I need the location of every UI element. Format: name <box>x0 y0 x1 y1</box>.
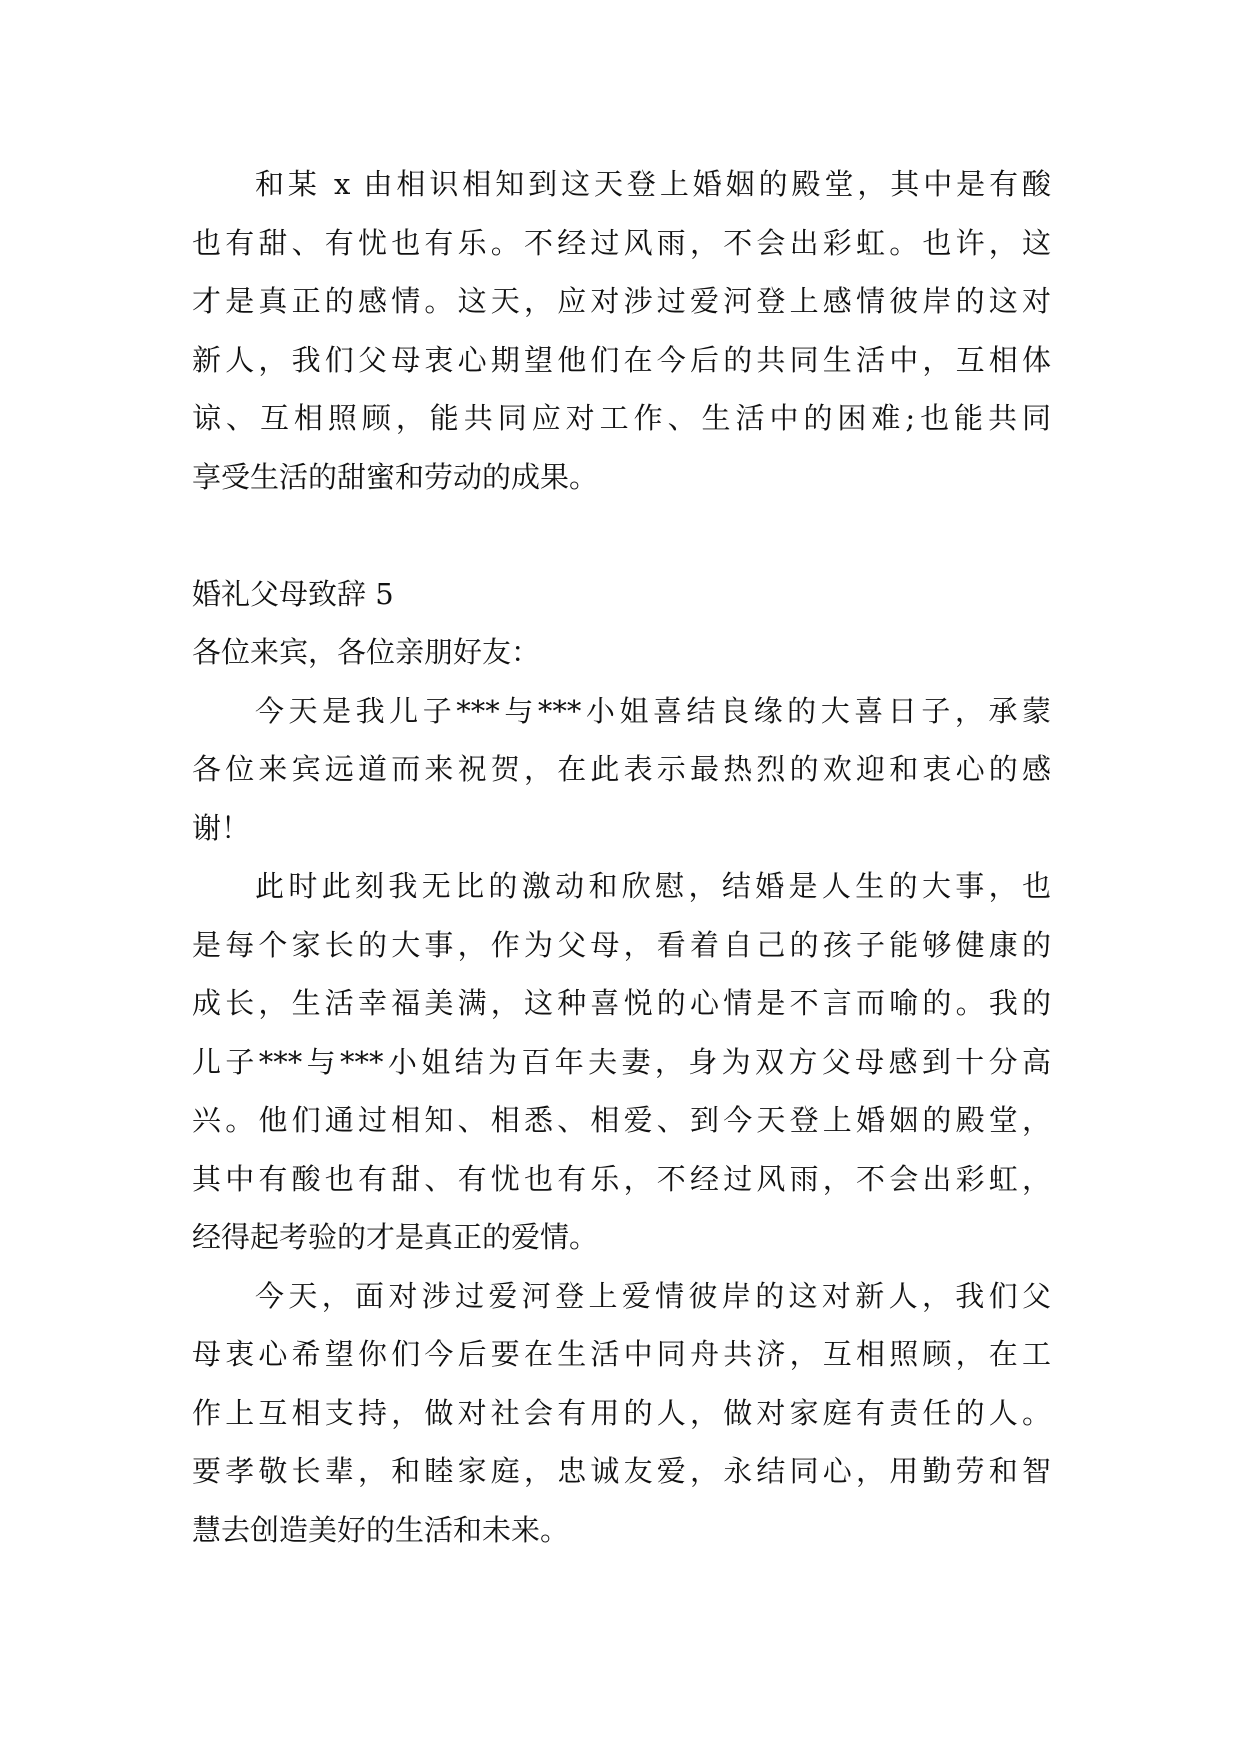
paragraph-line: 和某 x 由相识相知到这天登上婚姻的殿堂，其中是有酸 <box>255 167 1051 201</box>
paragraph-line: 是每个家长的大事，作为父母，看着自己的孩子能够健康的 <box>192 927 1051 962</box>
paragraph-line: 今天是我儿子***与***小姐喜结良缘的大喜日子，承蒙 <box>255 693 1051 728</box>
paragraph-1 <box>192 155 1051 506</box>
paragraph-line: 经得起考验的才是真正的爱情。 <box>192 1220 599 1254</box>
paragraph-line: 谢！ <box>192 810 251 845</box>
blank-line <box>192 506 1051 565</box>
greeting-line: 各位来宾，各位亲朋好友： <box>192 635 541 669</box>
paragraph-line: 作上互相支持，做对社会有用的人，做对家庭有责任的人。 <box>192 1395 1051 1430</box>
paragraph-3 <box>192 857 1051 1267</box>
paragraph-line: 母衷心希望你们今后要在生活中同舟共济，互相照顾，在工 <box>192 1337 1051 1371</box>
paragraph-line: 谅、互相照顾，能共同应对工作、生活中的困难;也能共同 <box>192 401 1051 435</box>
document-page <box>192 155 1051 1559</box>
paragraph-line: 要孝敬长辈，和睦家庭，忠诚友爱，永结同心，用勤劳和智 <box>192 1454 1051 1488</box>
paragraph-line: 此时此刻我无比的激动和欣慰，结婚是人生的大事，也 <box>255 869 1051 903</box>
paragraph-line: 今天，面对涉过爱河登上爱情彼岸的这对新人，我们父 <box>255 1278 1051 1313</box>
paragraph-line: 也有甜、有忧也有乐。不经过风雨，不会出彩虹。也许，这 <box>192 225 1051 260</box>
paragraph-4 <box>192 1267 1051 1560</box>
paragraph-line: 才是真正的感情。这天，应对涉过爱河登上感情彼岸的这对 <box>192 284 1051 318</box>
paragraph-line: 各位来宾远道而来祝贺，在此表示最热烈的欢迎和衷心的感 <box>192 752 1051 786</box>
paragraph-line: 慧去创造美好的生活和未来。 <box>192 1512 570 1547</box>
paragraph-line: 新人，我们父母衷心期望他们在今后的共同生活中，互相体 <box>192 342 1051 377</box>
section-heading: 婚礼父母致辞 5 <box>192 576 394 611</box>
paragraph-line: 兴。他们通过相知、相悉、相爱、到今天登上婚姻的殿堂， <box>192 1103 1051 1137</box>
paragraph-line: 儿子***与***小姐结为百年夫妻，身为双方父母感到十分高 <box>192 1044 1051 1079</box>
paragraph-line: 其中有酸也有甜、有忧也有乐，不经过风雨，不会出彩虹， <box>192 1161 1051 1196</box>
paragraph-line: 成长，生活幸福美满，这种喜悦的心情是不言而喻的。我的 <box>192 986 1051 1020</box>
paragraph-line: 享受生活的甜蜜和劳动的成果。 <box>192 459 599 494</box>
paragraph-2 <box>192 682 1051 858</box>
